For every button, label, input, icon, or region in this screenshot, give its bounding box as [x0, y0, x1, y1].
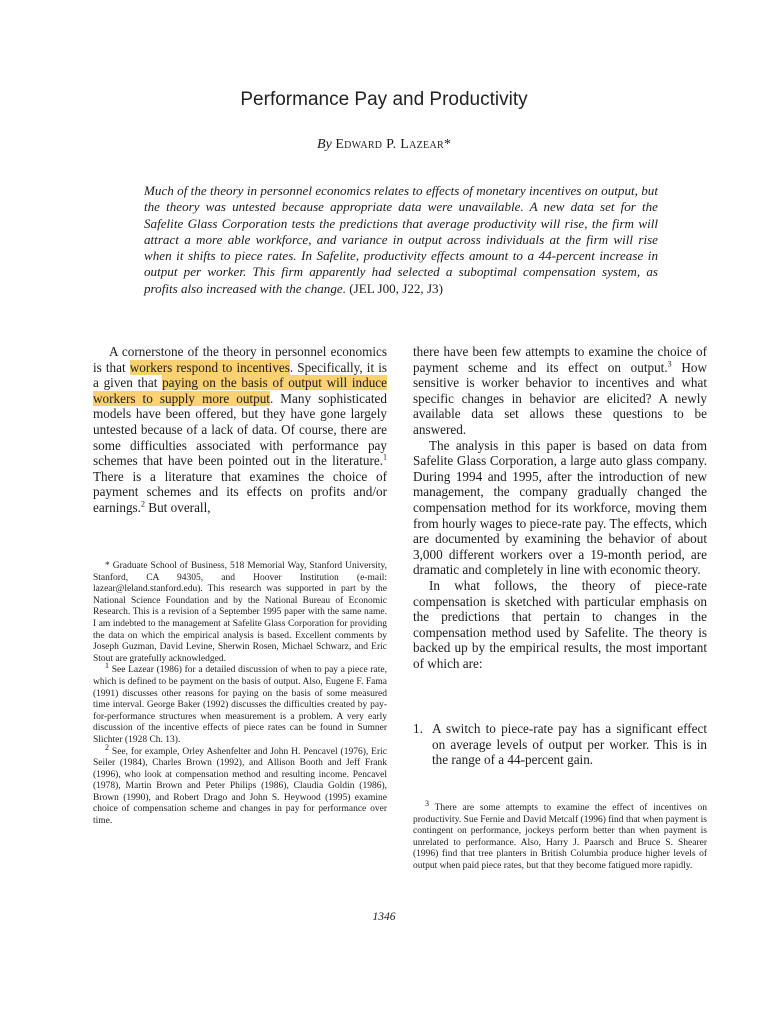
footnote-ref-2: 2: [140, 499, 145, 509]
footnote-text: See Lazear (1986) for a detailed discussion of when to pay a piece rate, which is defined to be payment on the basis of output. Also, Eugene F. Fama (1991) discusses other reasons for paying on the basis of some measured time interval. George Baker (1992) discusses the difficulties created by pay-for-performance structures when measurement is a problem. A very early discussion of the incentive effects of piece rates can be found in Sumner Slichter (1928 Ch. 13).: [93, 665, 387, 745]
byline-by: By: [317, 137, 332, 152]
abstract: [144, 183, 658, 297]
footnote-2: [93, 742, 387, 828]
footnote-mark: 3: [425, 798, 429, 808]
body-paragraph: In what follows, the theory of piece-rate compensation is sketched with particular emphasis on the predictions that pertain to changes in the compensation method used by Safelite. The theory is backed up by the empirical results, the most important of which are:: [413, 577, 707, 671]
text-run: How sensitive is worker behavior to incentives and what specific changes in behavior are elicited? A newly available data set allows these questions to be answered.: [413, 359, 707, 437]
body-paragraph: [93, 344, 387, 516]
footnote-text: There are some attempts to examine the effect of incentives on productivity. Sue Fernie and David Metcalf (1996) find that when payment is contingent on performance, jockeys perform better than when payment is unrelated to performance. Also, Harry J. Paarsch and Bruce S. Shearer (1996) find that tree planters in British Columbia produce higher levels of output when paid piece rates, but that they become fatigued more rapidly.: [413, 803, 707, 871]
body-paragraph: The analysis in this paper is based on data from Safelite Glass Corporation, a large auto glass company. During 1994 and 1995, after the introduction of new management, the company gradually changed the compensation method for its workforce, moving them from hourly wages to piece-rate pay. The effects, which are documented by examining the behavior of about 3,000 different workers over a 19-month period, are dramatic and completely in line with economic theory.: [413, 437, 707, 578]
result-list-item: [413, 721, 707, 768]
left-footnotes: [93, 561, 387, 828]
body-paragraph: [413, 344, 707, 438]
text-run: A cornerstone of the theory in personnel economics is that: [93, 344, 387, 375]
text-run: there have been few attempts to examine the choice of payment scheme and its effect on output.: [413, 344, 707, 375]
footnote-3: [413, 798, 707, 873]
list-number: 1.: [413, 721, 423, 736]
footnote-1: [93, 661, 387, 746]
abstract-text: Much of the theory in personnel economics relates to effects of monetary incentives on output, but the theory was untested because appropriate data were unavailable. A new data set for the Safelite Glass Corporation tests the predictions that average productivity will rise, the firm will attract a more able workforce, and variance in output across individuals at the firm will rise when it shifts to piece rates. In Safelite, productivity effects amount to a 44-percent increase in output per worker. This firm apparently had selected a suboptimal compensation system, as profits also increased with the change.: [144, 183, 658, 296]
footnote-mark: 2: [105, 742, 109, 752]
paper-title: Performance Pay and Productivity: [240, 89, 528, 110]
footnote-ref-1: 1: [383, 452, 387, 462]
text-run: . Specifically, it is a given that: [93, 359, 387, 391]
left-column: [93, 344, 387, 516]
highlighted-text: paying on the basis of output will induce workers to supply more output: [93, 375, 387, 406]
highlighted-text: workers respond to incentives: [129, 359, 290, 375]
author-footnote-mark: *: [443, 137, 451, 152]
right-footnotes: [413, 798, 707, 873]
jel-codes: (JEL J00, J22, J3): [349, 280, 443, 296]
author-name: Edward P. Lazear: [335, 137, 444, 152]
byline: [0, 137, 768, 153]
text-run: There is a literature that examines the choice of payment schemes and its effects on profits and/or earnings.: [93, 468, 387, 515]
page-number: 1346: [372, 911, 396, 923]
list-text: A switch to piece-rate pay has a significant effect on average levels of output per worker. This is in the range of a 44-percent gain.: [432, 721, 707, 768]
footnote-mark: 1: [105, 661, 109, 671]
text-run: But overall,: [144, 499, 211, 515]
footnote-text: See, for example, Orley Ashenfelter and John H. Pencavel (1976), Eric Seiler (1984), Charles Brown (1992), and Allison Booth and Jeff Frank (1996), who look at compensation method and resulting income. Pencavel (1978), Martin Brown and Peter Philips (1986), Claudia Goldin (1986), Brown (1990), and Robert Drago and John S. Heywood (1995) examine choice of compensation scheme and changes in pay for performance over time.: [93, 746, 387, 827]
text-run: . Many sophisticated models have been offered, but they have gone largely untested because of a lack of data. Of course, there are some difficulties associated with performance pay schemes that have been pointed out in the literature.: [93, 390, 387, 469]
footnote-ref-3: 3: [667, 359, 672, 369]
right-column: [413, 344, 707, 671]
footnote-affiliation: * Graduate School of Business, 518 Memorial Way, Stanford University, Stanford, CA 94305, and Hoover Institution (e-mail: lazear@leland.stanford.edu). This research was supported in part by the National Science Foundation and by the National Bureau of Economic Research. This is a revision of a September 1995 paper with the same name. I am indebted to the management at Safelite Glass Corporation for providing the data on which the empirical analysis is based. Excellent comments by Joseph Guzman, David Levine, Sherwin Rosen, Michael Schwarz, and Eric Stout are gratefully acknowledged.: [93, 561, 387, 664]
